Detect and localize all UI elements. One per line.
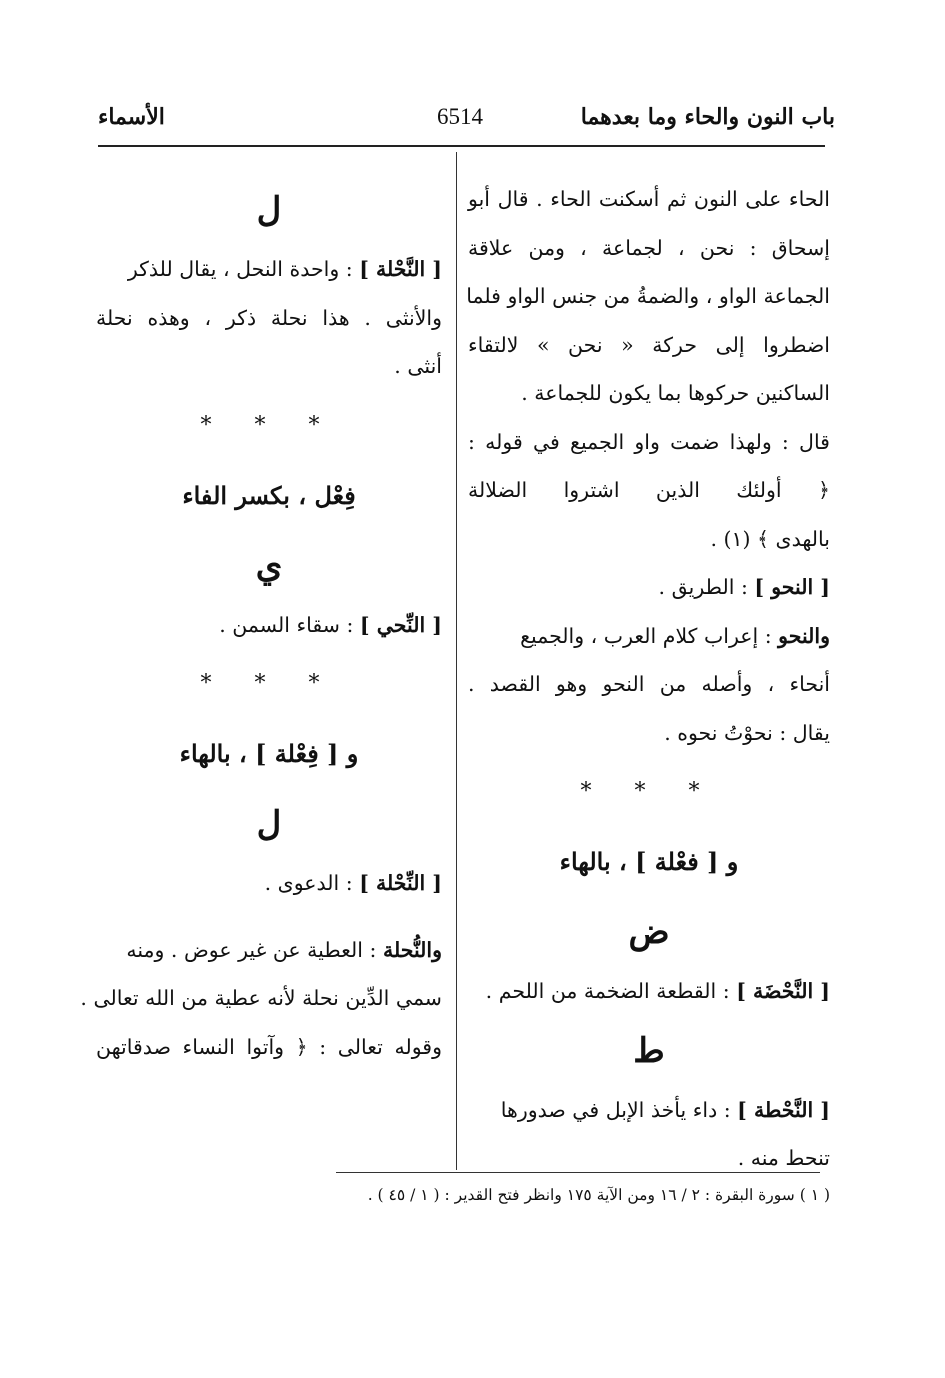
text-line: إسحاق : نحن ، لجماعة ، ومن علاقة	[468, 235, 830, 260]
letter-heading: ض	[628, 912, 670, 952]
text-line: قال : ولهذا ضمت واو الجميع في قوله :	[468, 429, 830, 454]
entry-nuhla	[96, 926, 442, 975]
definition: : القطعة الضخمة من اللحم .	[485, 979, 737, 1003]
right-column	[468, 175, 830, 1183]
headword: [ النِّحْلة ]	[359, 871, 442, 895]
letter-heading: ي	[255, 545, 283, 586]
quran-quote-line: ﴿ أولئك الذين اشتروا الضلالة	[468, 478, 830, 502]
text-line: الساكنين حركوها بما يكون للجماعة .	[521, 381, 830, 405]
definition: : الطريق .	[658, 575, 755, 599]
entry-nihla	[96, 859, 442, 908]
definition: : واحدة النحل ، يقال للذكر	[127, 257, 360, 281]
definition: : سقاء السمن .	[219, 612, 360, 637]
text-line: وقوله تعالى : ﴿ وآتوا النساء صدقاتهن	[96, 1034, 442, 1059]
column-divider	[456, 152, 457, 1170]
section-heading: و [ فِعْلة ] ، بالهاء	[179, 739, 359, 768]
section-heading: فِعْل ، بكسر الفاء	[182, 480, 356, 510]
running-head-chapter: الأسماء	[98, 104, 165, 130]
headword: [ النِّحي ]	[359, 612, 442, 637]
entry-nihy	[96, 601, 442, 650]
definition: : داء يأخذ الإبل في صدورها	[500, 1097, 738, 1122]
footnote: ( ١ ) سورة البقرة : ٢ / ١٦ ومن الآية ١٧٥ وانظر فتح القدير : ( ١ / ٤٥ ) .	[367, 1186, 830, 1204]
section-separator: * * *	[200, 671, 338, 696]
quran-quote-line: بالهدى ﴾ (١) .	[710, 526, 830, 551]
headword: والنحو	[778, 623, 830, 648]
entry-nahw-2	[468, 612, 830, 661]
text-line: تنحط منه .	[737, 1146, 830, 1170]
running-head-section: باب النون والحاء وما بعدهما	[580, 104, 835, 130]
text-line: أنثى .	[394, 354, 442, 378]
section-separator: * * *	[200, 412, 338, 438]
section-separator: * * *	[580, 779, 718, 804]
left-column	[80, 175, 442, 1071]
text-line: يقال : نحوْتُ نحوه .	[664, 720, 830, 745]
text-line: الجماعة الواو ، والضمةُ من جنس الواو فلما	[466, 284, 830, 308]
headword: [ النَّحْطة ]	[737, 1097, 830, 1122]
text-line: والأنثى . هذا نحلة ذكر ، وهذه نحلة	[96, 305, 442, 330]
letter-heading: ل	[256, 190, 282, 230]
entry-nahw	[468, 563, 830, 612]
letter-heading: ل	[256, 804, 282, 844]
entry-nahta	[468, 1086, 830, 1135]
footnote-rule	[336, 1172, 820, 1173]
text-line: الحاء على النون ثم أسكنت الحاء . قال أبو	[468, 187, 830, 211]
entry-nahla	[96, 245, 442, 294]
definition: : العطية عن غير عوض . ومنه	[126, 937, 383, 962]
header-rule	[98, 145, 825, 147]
definition: : الدعوى .	[264, 871, 360, 895]
headword: [ النحو ]	[754, 575, 830, 599]
text-line: سمي الدِّين نحلة لأنه عطية من الله تعالى .	[80, 986, 442, 1010]
entry-nahda	[468, 967, 830, 1016]
section-heading: و [ فعْلة ] ، بالهاء	[559, 847, 739, 876]
headword: [ النَّحْلة ]	[359, 257, 442, 281]
page-number: 6514	[437, 104, 483, 129]
headword: والنُّحلة	[382, 937, 442, 962]
definition: : إعراب كلام العرب ، والجميع	[520, 623, 779, 648]
text-line: أنحاء ، وأصله من النحو وهو القصد .	[468, 672, 830, 696]
letter-heading: ط	[633, 1030, 665, 1071]
text-line: اضطروا إلى حركة « نحن » لالتقاء	[468, 332, 830, 357]
headword: [ النَّحْضَة ]	[736, 979, 830, 1003]
